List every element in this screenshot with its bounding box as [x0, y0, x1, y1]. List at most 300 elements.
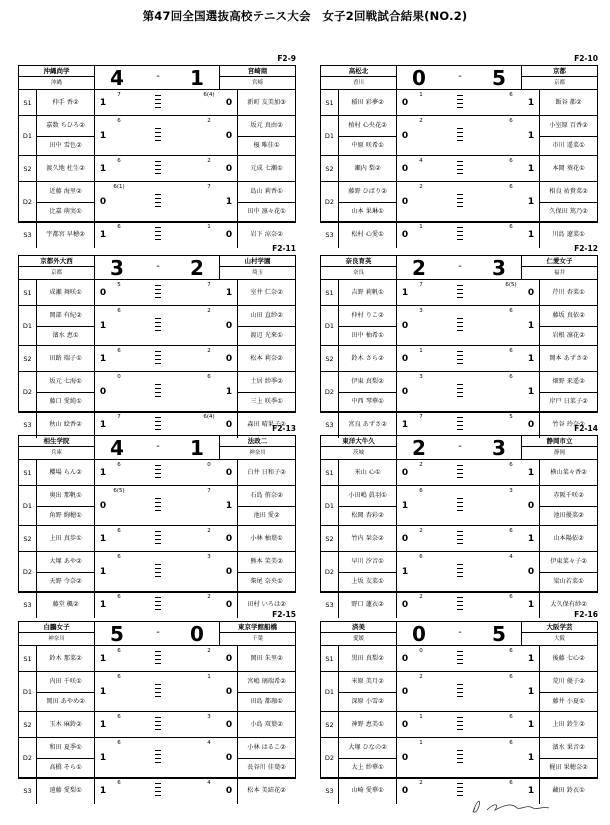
- match-id: F2-11: [272, 244, 296, 253]
- right-player: 三上 咲季①: [237, 392, 295, 412]
- tick-marks: [153, 465, 163, 481]
- left-result: 0: [401, 600, 409, 610]
- left-player: 藤野 ひばり②: [339, 182, 397, 202]
- left-team: [19, 256, 95, 279]
- score-dash: -: [458, 627, 462, 638]
- result-row: [321, 280, 597, 306]
- left-result: 1: [99, 600, 107, 610]
- result-row: [19, 738, 295, 778]
- right-player: 竹谷 玲奈②: [539, 412, 597, 438]
- right-games: 2: [207, 118, 211, 124]
- left-games: 6: [117, 780, 121, 786]
- right-games: 5: [509, 414, 513, 420]
- result-row: [321, 552, 597, 592]
- left-result: 1: [401, 500, 409, 511]
- left-player: 近藤 海里②: [37, 182, 95, 202]
- row-label: D1: [321, 306, 339, 345]
- score-dash: -: [458, 441, 462, 452]
- left-games: 2: [419, 594, 423, 600]
- right-player: 山田 直紗②: [237, 306, 295, 326]
- right-player: 室井 仁奈②: [237, 280, 295, 306]
- right-team-score: 5: [492, 66, 506, 90]
- left-player: 松村 心愛①: [339, 222, 397, 248]
- left-result: 0: [401, 163, 409, 174]
- row-label: S3: [19, 592, 37, 618]
- right-games: 6: [509, 224, 513, 230]
- right-result: 1: [527, 653, 535, 664]
- match-header: [321, 256, 597, 280]
- left-games: 0: [117, 374, 121, 380]
- left-result: 1: [99, 786, 107, 796]
- row-label: S3: [19, 222, 37, 248]
- left-team-score: 2: [412, 436, 426, 460]
- left-team-score: 2: [412, 256, 426, 280]
- right-games: 6: [509, 740, 513, 746]
- right-games: 6: [509, 674, 513, 680]
- tick-marks: [153, 128, 163, 144]
- tick-marks: [455, 227, 465, 243]
- right-result: 1: [527, 320, 535, 331]
- row-label: D1: [19, 306, 37, 345]
- tick-marks: [153, 531, 163, 547]
- pair-divider: [237, 202, 295, 203]
- left-team: [19, 436, 95, 459]
- row-label: D2: [321, 372, 339, 411]
- result-row: [321, 90, 597, 116]
- result-row: [321, 712, 597, 738]
- right-player: 藤坂 真依②: [539, 306, 597, 326]
- right-games: 2: [207, 158, 211, 164]
- left-player: 濱水 恵①: [37, 326, 95, 346]
- tick-marks: [153, 564, 163, 580]
- page-title: 第47回全国選抜高校テニス大会 女子2回戦試合結果(NO.2): [142, 9, 468, 23]
- right-games: 6: [509, 528, 513, 534]
- right-games: 7: [207, 282, 211, 288]
- row-label: S2: [19, 526, 37, 551]
- left-games: 6: [117, 158, 121, 164]
- right-player: 梶田 果穂奈②: [539, 758, 597, 778]
- right-player: 小林 はるこ②: [237, 738, 295, 758]
- left-player: 仲村 りこ②: [339, 306, 397, 326]
- match-id: F2-16: [574, 610, 598, 619]
- right-games: 2: [207, 308, 211, 314]
- row-label: S1: [321, 90, 339, 115]
- tick-marks: [153, 717, 163, 733]
- right-player: 芹川 杏菜①: [539, 280, 597, 306]
- right-games: 6(4): [203, 414, 215, 420]
- left-result: 1: [99, 320, 107, 331]
- left-games: 1: [419, 224, 423, 230]
- left-player: 植村 心央花②: [339, 116, 397, 136]
- right-team-pref: 静岡: [553, 450, 565, 456]
- left-games: 6: [117, 674, 121, 680]
- left-games: 6: [117, 308, 121, 314]
- tick-marks: [153, 227, 163, 243]
- left-player: 鈴木 さら②: [339, 346, 397, 372]
- left-team: [321, 256, 397, 279]
- right-team-name: 宮崎商: [220, 67, 295, 77]
- left-player: 和田 夏季①: [37, 738, 95, 758]
- pair-divider: [37, 692, 95, 693]
- match-id: F2-13: [272, 424, 296, 433]
- result-row: [321, 460, 597, 486]
- left-games: 6: [117, 740, 121, 746]
- right-result: 1: [527, 533, 535, 544]
- left-team-name: 東洋大牛久: [321, 437, 396, 447]
- left-games: 6: [117, 462, 121, 468]
- left-games: 5: [117, 282, 121, 288]
- tick-marks: [153, 95, 163, 111]
- left-team-name: 相生学院: [19, 437, 94, 447]
- left-team-name: 済美: [321, 623, 396, 633]
- right-player: 松本 莉奈②: [237, 346, 295, 372]
- left-team: [19, 66, 95, 89]
- signature: [465, 796, 555, 818]
- left-player: 奥出 那帆①: [37, 486, 95, 506]
- left-result: 1: [99, 752, 107, 763]
- result-row: [19, 156, 295, 182]
- left-player: 藤堂 楓②: [37, 592, 95, 618]
- pair-divider: [539, 202, 597, 203]
- left-player: 坂元 七海①: [37, 372, 95, 392]
- left-team-pref: 兵庫: [50, 450, 62, 456]
- left-games: 1: [419, 92, 423, 98]
- left-games: 7: [419, 414, 423, 420]
- left-team-pref: 沖縄: [50, 80, 62, 86]
- row-label: S3: [321, 778, 339, 804]
- right-player: 岸戸 日菜子②: [539, 392, 597, 412]
- left-games: 2: [419, 118, 423, 124]
- left-result: 0: [401, 130, 409, 141]
- match-table: [18, 621, 296, 796]
- left-team-pref: 京都: [50, 270, 62, 276]
- left-result: 1: [99, 97, 107, 108]
- left-result: 1: [401, 566, 409, 577]
- row-label: D1: [321, 486, 339, 525]
- left-player: 田路 瑞子①: [37, 346, 95, 372]
- right-player: 熊本 笑美②: [237, 552, 295, 572]
- left-result: 0: [401, 386, 409, 397]
- row-label: S2: [19, 712, 37, 737]
- left-player: 角野 絢穂①: [37, 506, 95, 526]
- right-team-name: 静岡市立: [522, 437, 597, 447]
- left-player: 成瀬 舞咲①: [37, 280, 95, 306]
- left-player: 田中 雪色②: [37, 136, 95, 156]
- pair-divider: [539, 136, 597, 137]
- match-table: [320, 435, 598, 610]
- left-games: 0: [419, 648, 423, 654]
- left-player: 小田嶋 眞羽①: [339, 486, 397, 506]
- right-result: 0: [225, 752, 233, 763]
- row-label: D2: [19, 372, 37, 411]
- tick-marks: [153, 684, 163, 700]
- match-header: [321, 622, 597, 646]
- left-games: 2: [419, 462, 423, 468]
- match-header: [19, 256, 295, 280]
- right-player: 市川 遥菜①: [539, 136, 597, 156]
- row-label: S1: [321, 460, 339, 485]
- right-games: 6(4): [203, 92, 215, 98]
- row-label: S1: [19, 90, 37, 115]
- match-id: F2-15: [272, 610, 296, 619]
- left-result: 0: [401, 686, 409, 697]
- right-result: 0: [225, 566, 233, 577]
- right-player: 島山 莉香①: [237, 182, 295, 202]
- row-label: D1: [321, 672, 339, 711]
- right-player: 榎 唯佳①: [237, 136, 295, 156]
- left-team-pref: 香川: [352, 80, 364, 86]
- right-player: 藤井 小夏①: [539, 692, 597, 712]
- row-label: S1: [321, 280, 339, 305]
- left-team-pref: 愛媛: [352, 636, 364, 642]
- match-header: [19, 436, 295, 460]
- right-player: 大久保有紗②: [539, 592, 597, 618]
- pair-divider: [237, 506, 295, 507]
- left-games: 2: [419, 184, 423, 190]
- left-team-pref: 神奈川: [48, 636, 65, 642]
- right-result: 0: [225, 420, 233, 430]
- right-games: 6: [509, 374, 513, 380]
- left-player: 藤口 愛純①: [37, 392, 95, 412]
- match-card: [320, 54, 598, 240]
- left-team-pref: 茨城: [352, 450, 364, 456]
- right-result: 0: [527, 287, 535, 298]
- tick-marks: [153, 194, 163, 210]
- left-result: 1: [99, 566, 107, 577]
- left-player: 黒田 真梨②: [339, 646, 397, 672]
- row-label: S3: [19, 778, 37, 804]
- right-result: 0: [225, 467, 233, 478]
- right-games: 6: [509, 348, 513, 354]
- left-team-score: 0: [412, 622, 426, 646]
- result-row: [321, 486, 597, 526]
- row-label: S2: [321, 526, 339, 551]
- left-result: 0: [401, 786, 409, 796]
- row-label: D2: [321, 182, 339, 221]
- pair-divider: [37, 326, 95, 327]
- result-row: [19, 306, 295, 346]
- right-team-score: 5: [492, 622, 506, 646]
- tick-marks: [455, 128, 465, 144]
- pair-divider: [37, 572, 95, 573]
- pair-divider: [237, 758, 295, 759]
- row-label: S1: [19, 280, 37, 305]
- result-row: [321, 778, 597, 804]
- tick-marks: [455, 285, 465, 301]
- row-label: S2: [19, 156, 37, 181]
- left-player: 竹内 栞奈②: [339, 526, 397, 552]
- right-result: 0: [527, 500, 535, 511]
- result-row: [19, 486, 295, 526]
- result-row: [321, 526, 597, 552]
- match-header: [321, 436, 597, 460]
- left-player: 内田 千咲①: [37, 672, 95, 692]
- match-table: [320, 621, 598, 796]
- result-row: [321, 646, 597, 672]
- pair-divider: [339, 392, 397, 393]
- right-result: 1: [527, 386, 535, 397]
- right-team-pref: 京都: [553, 80, 565, 86]
- left-result: 0: [401, 353, 409, 364]
- left-player: 玉木 麻鈴②: [37, 712, 95, 738]
- left-player: 神野 恵美①: [339, 712, 397, 738]
- left-player: 高橋 そら①: [37, 758, 95, 778]
- left-player: 仲手 香②: [37, 90, 95, 116]
- right-result: 0: [225, 653, 233, 664]
- right-team-score: 1: [190, 66, 204, 90]
- right-player: 池田 愛②: [237, 506, 295, 526]
- right-team-name: 京都: [522, 67, 597, 77]
- result-row: [19, 646, 295, 672]
- left-team-name: 白鵬女子: [19, 623, 94, 633]
- left-player: 野口 蓮衣②: [339, 592, 397, 618]
- tick-marks: [455, 498, 465, 514]
- tick-marks: [455, 318, 465, 334]
- left-player: 大塚 あや②: [37, 552, 95, 572]
- right-games: 6: [509, 780, 513, 786]
- row-label: S2: [19, 346, 37, 371]
- right-team-score: 2: [190, 256, 204, 280]
- left-player: 田中 柚希①: [339, 326, 397, 346]
- left-player: 瀬内 梨②: [339, 156, 397, 182]
- right-player: 梁山若菜①: [539, 572, 597, 592]
- right-result: 0: [225, 353, 233, 364]
- right-result: 0: [225, 130, 233, 141]
- row-label: S3: [321, 222, 339, 248]
- result-row: [321, 672, 597, 712]
- right-games: 7: [207, 488, 211, 494]
- match-header: [19, 66, 295, 90]
- right-games: 7: [207, 184, 211, 190]
- match-id: F2-14: [574, 424, 598, 433]
- right-result: 0: [225, 320, 233, 331]
- right-games: 6: [509, 184, 513, 190]
- right-games: 1: [207, 674, 211, 680]
- right-player: 田中 凛々花①: [237, 202, 295, 222]
- pair-divider: [237, 326, 295, 327]
- left-result: 1: [99, 420, 107, 430]
- left-games: 6: [117, 348, 121, 354]
- right-games: 1: [207, 224, 211, 230]
- left-games: 3: [419, 374, 423, 380]
- row-label: D2: [19, 182, 37, 221]
- right-player: 渡辺 光來①: [237, 326, 295, 346]
- pair-divider: [539, 692, 597, 693]
- right-result: 1: [527, 467, 535, 478]
- right-player: 宮嶋 璃瑞希②: [237, 672, 295, 692]
- pair-divider: [37, 506, 95, 507]
- row-label: S2: [321, 156, 339, 181]
- right-player: 柴尾 奈央①: [237, 572, 295, 592]
- left-games: 1: [419, 740, 423, 746]
- result-row: [19, 182, 295, 222]
- left-games: 7: [117, 414, 121, 420]
- right-games: 4: [207, 780, 211, 786]
- score-dash: -: [156, 441, 160, 452]
- pair-divider: [37, 758, 95, 759]
- pair-divider: [339, 202, 397, 203]
- score-dash: -: [156, 71, 160, 82]
- result-row: [19, 712, 295, 738]
- result-row: [19, 346, 295, 372]
- left-games: 7: [419, 282, 423, 288]
- right-team-score: 3: [492, 256, 506, 280]
- left-player: 大塚 ひなの②: [339, 738, 397, 758]
- right-result: 1: [527, 786, 535, 796]
- right-result: 0: [225, 686, 233, 697]
- match-id: F2-12: [574, 244, 598, 253]
- left-games: 6: [117, 528, 121, 534]
- right-result: 1: [527, 600, 535, 610]
- right-games: 6: [509, 462, 513, 468]
- pair-divider: [539, 326, 597, 327]
- right-player: 本岡 葵花①: [539, 156, 597, 182]
- right-player: 岡田 朱里②: [237, 646, 295, 672]
- row-label: D1: [19, 116, 37, 155]
- left-team-score: 5: [110, 622, 124, 646]
- score-dash: -: [458, 261, 462, 272]
- left-team-score: 0: [412, 66, 426, 90]
- left-player: 米原 美月②: [339, 672, 397, 692]
- left-player: 岡田 あやめ②: [37, 692, 95, 712]
- left-team-pref: 奈良: [352, 270, 364, 276]
- right-result: 0: [225, 600, 233, 610]
- left-games: 1: [419, 714, 423, 720]
- left-games: 2: [419, 674, 423, 680]
- right-player: 川島 遼菜①: [539, 222, 597, 248]
- pair-divider: [237, 136, 295, 137]
- left-result: 1: [401, 287, 409, 298]
- left-result: 0: [99, 500, 107, 511]
- right-games: 6: [207, 374, 211, 380]
- left-result: 0: [99, 287, 107, 298]
- tick-marks: [455, 161, 465, 177]
- tick-marks: [153, 498, 163, 514]
- left-result: 0: [99, 386, 107, 397]
- left-player: 宮良 あずさ②: [339, 412, 397, 438]
- left-player: 早川 汐音①: [339, 552, 397, 572]
- right-games: 2: [207, 348, 211, 354]
- right-result: 1: [527, 97, 535, 108]
- row-label: D1: [19, 486, 37, 525]
- right-team-pref: 大阪: [553, 636, 565, 642]
- match-card: [320, 610, 598, 796]
- right-result: 1: [527, 163, 535, 174]
- pair-divider: [339, 692, 397, 693]
- left-player: 比嘉 萌実①: [37, 202, 95, 222]
- row-label: S1: [19, 460, 37, 485]
- right-team-pref: 福井: [553, 270, 565, 276]
- tick-marks: [455, 564, 465, 580]
- result-row: [19, 372, 295, 412]
- match-table: [18, 65, 296, 240]
- tick-marks: [455, 651, 465, 667]
- right-player: 後藤 七心②: [539, 646, 597, 672]
- left-result: 0: [401, 719, 409, 730]
- right-player: 岩根 凛花②: [539, 326, 597, 346]
- row-label: S3: [19, 412, 37, 438]
- right-player: 伊東菜々子②: [539, 552, 597, 572]
- left-team: [321, 622, 397, 645]
- left-player: 山崎 愛華①: [339, 778, 397, 804]
- row-label: D2: [19, 738, 37, 777]
- right-games: 2: [207, 594, 211, 600]
- left-player: 伊東 真梨②: [339, 372, 397, 392]
- pair-divider: [339, 572, 397, 573]
- left-games: 6: [117, 648, 121, 654]
- left-player: 中西 琴華①: [339, 392, 397, 412]
- right-player: 赤阪千咲②: [539, 486, 597, 506]
